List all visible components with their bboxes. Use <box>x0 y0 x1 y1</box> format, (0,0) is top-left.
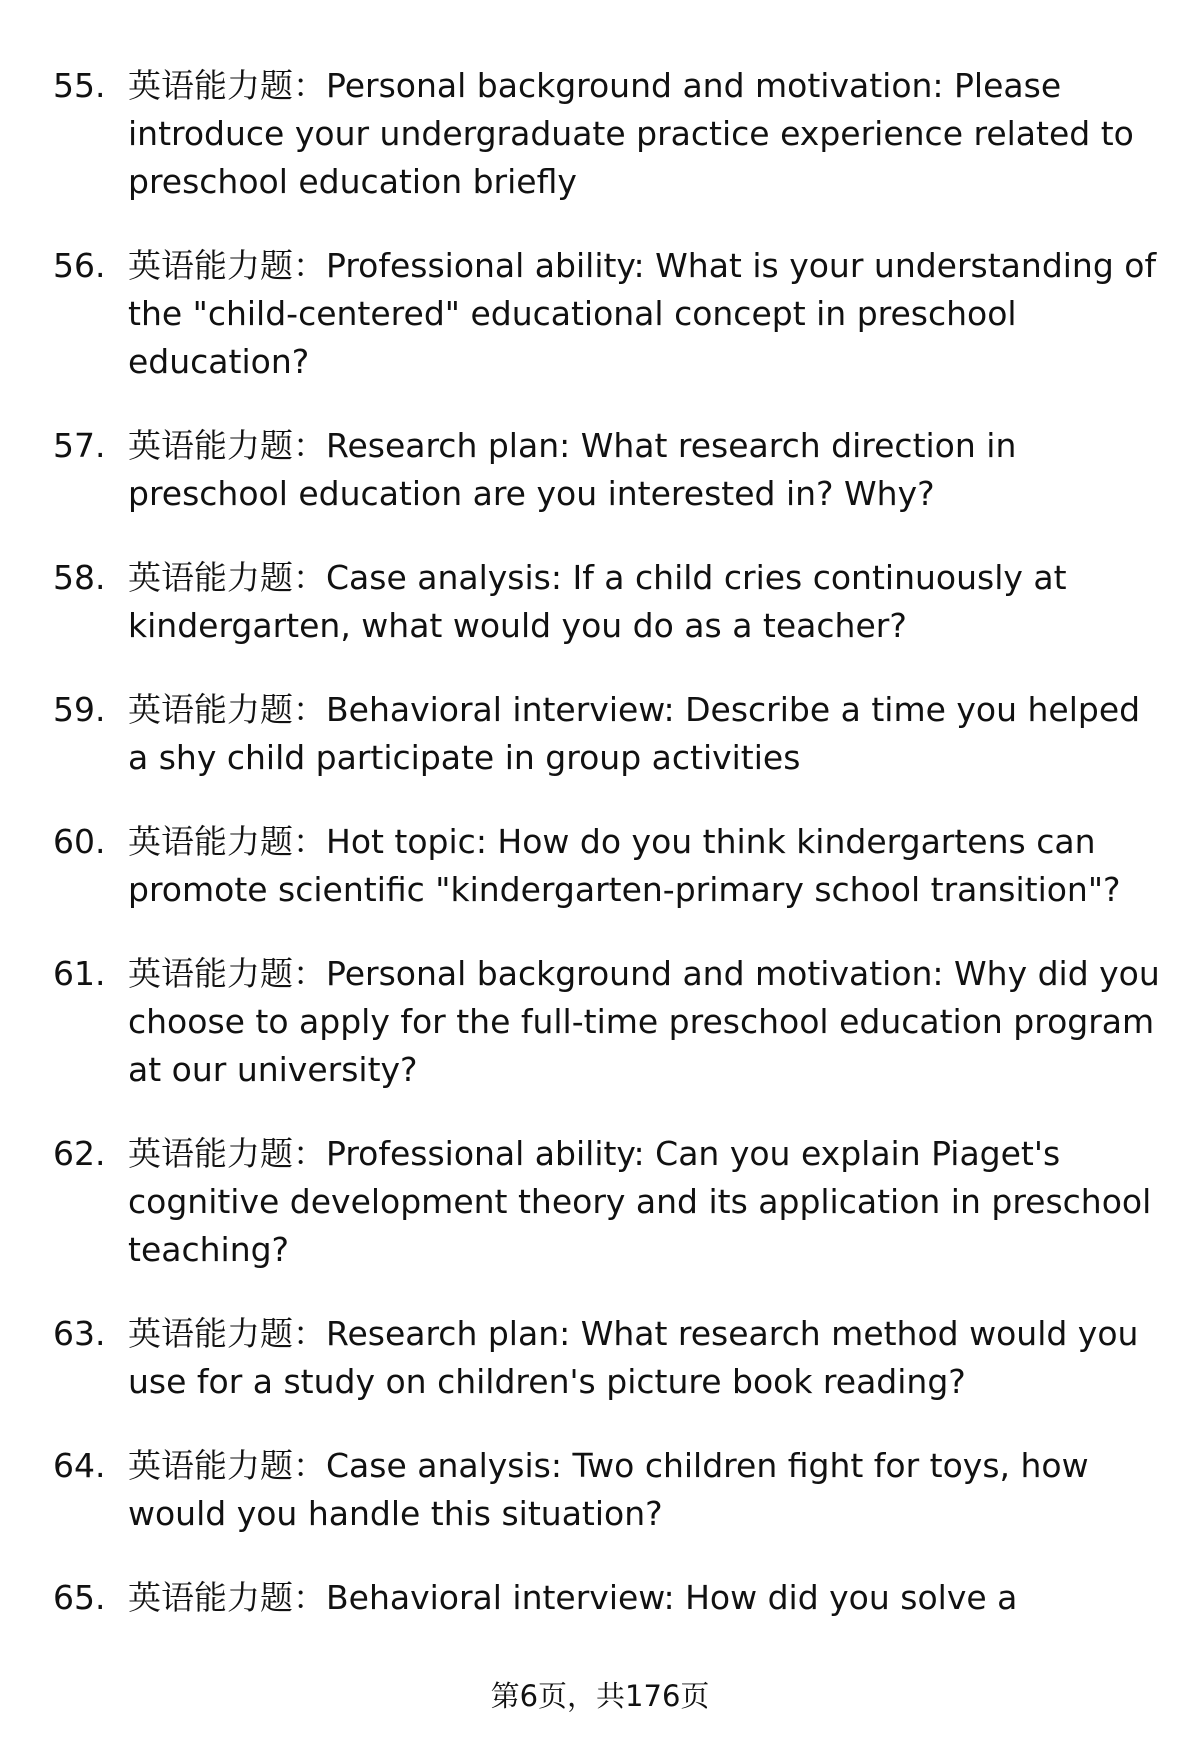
list-item <box>0 686 1200 782</box>
item-text: 英语能力题：Hot topic: How do you think kindergartens can promote scientific "kindergarten-primary school transition"? <box>128 822 1121 909</box>
item-text: 英语能力题：Personal background and motivation: Why did you choose to apply for the full-time preschool education program at our university? <box>128 954 1160 1089</box>
list-item <box>0 1130 1200 1274</box>
item-number: 65. <box>53 1578 106 1617</box>
item-number: 62. <box>53 1134 106 1173</box>
item-text: 英语能力题：Research plan: What research direction in preschool education are you interested in? Why? <box>128 426 1017 513</box>
item-number: 56. <box>53 246 106 285</box>
page-number: 第6页，共176页 <box>490 1679 710 1713</box>
item-number: 57. <box>53 426 106 465</box>
item-text: 英语能力题：Behavioral interview: Describe a time you helped a shy child participate in group activities <box>128 690 1141 777</box>
list-item <box>0 422 1200 518</box>
list-item <box>0 1574 1200 1622</box>
item-text: 英语能力题：Professional ability: Can you explain Piaget's cognitive development theory and its application in preschool teaching? <box>128 1134 1152 1269</box>
list-item <box>0 1310 1200 1406</box>
item-text: 英语能力题：Case analysis: If a child cries continuously at kindergarten, what would you do as a teacher? <box>128 558 1067 645</box>
item-number: 58. <box>53 558 106 597</box>
list-item <box>0 950 1200 1094</box>
item-number: 55. <box>53 66 106 105</box>
item-text: 英语能力题：Personal background and motivation: Please introduce your undergraduate practice experience related to preschool education briefly <box>128 66 1134 201</box>
item-text: 英语能力题：Case analysis: Two children fight for toys, how would you handle this situation? <box>128 1446 1089 1533</box>
list-item <box>0 62 1200 206</box>
item-number: 61. <box>53 954 106 993</box>
item-number: 64. <box>53 1446 106 1485</box>
list-item <box>0 242 1200 386</box>
list-item <box>0 554 1200 650</box>
item-text: 英语能力题：Research plan: What research method would you use for a study on children's picture book reading? <box>128 1314 1139 1401</box>
item-number: 59. <box>53 690 106 729</box>
question-list <box>0 62 1200 1658</box>
item-number: 63. <box>53 1314 106 1353</box>
item-number: 60. <box>53 822 106 861</box>
list-item <box>0 1442 1200 1538</box>
list-item <box>0 818 1200 914</box>
item-text: 英语能力题：Behavioral interview: How did you solve a <box>128 1578 1018 1617</box>
item-text: 英语能力题：Professional ability: What is your understanding of the "child-centered" educational concept in preschool education? <box>128 246 1157 381</box>
